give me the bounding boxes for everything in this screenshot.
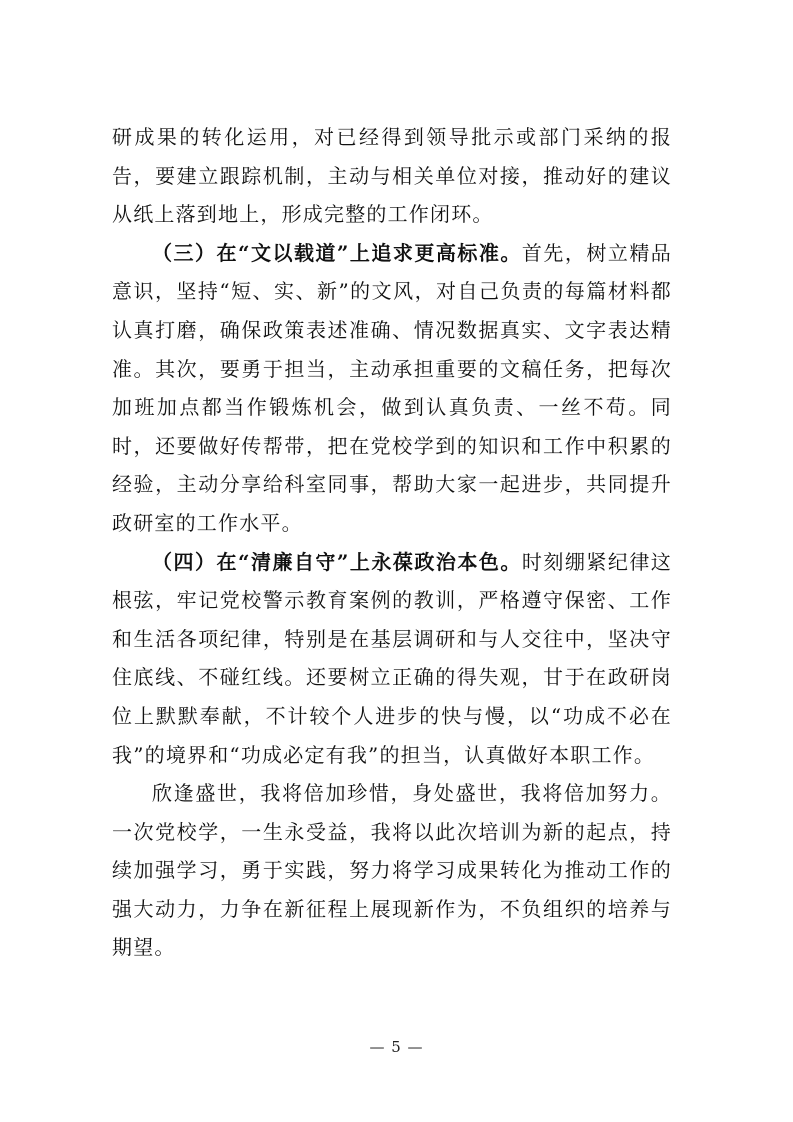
page-number: — 5 — — [369, 1038, 424, 1056]
section-heading: （三）在“文以载道”上追求更高标准。 — [152, 240, 522, 265]
paragraph-text: 首先，树立精品意识，坚持“短、实、新”的文风，对自己负责的每篇材料都认真打磨，确保政策表述准确、情况数据真实、文字表达精准。其次，要勇于担当，主动承担重要的文稿任务，把每次加班加点都当作锻炼机会，做到认真负责、一丝不苟。同时，还要做好传帮带，把在党校学到的知识和工作中积累的经验，主动分享给科室同事，帮助大家一起进步，共同提升政研室的工作水平。 — [112, 240, 673, 535]
paragraph-continuation — [112, 118, 672, 234]
paragraph-text: 研成果的转化运用，对已经得到领导批示或部门采纳的报告，要建立跟踪机制，主动与相关单位对接，推动好的建议从纸上落到地上，形成完整的工作闭环。 — [112, 125, 672, 227]
document-body — [112, 118, 672, 967]
paragraph-conclusion — [112, 774, 672, 967]
paragraph-section-four — [112, 543, 672, 775]
paragraph-text: 欣逢盛世，我将倍加珍惜，身处盛世，我将倍加努力。一次党校学，一生永受益，我将以此次培训为新的起点，持续加强学习，勇于实践，努力将学习成果转化为推动工作的强大动力，力争在新征程上展现新作为，不负组织的培养与期望。 — [112, 781, 672, 960]
paragraph-text: 时刻绷紧纪律这根弦，牢记党校警示教育案例的教训，严格遵守保密、工作和生活各项纪律，特别是在基层调研和与人交往中，坚决守住底线、不碰红线。还要树立正确的得失观，甘于在政研岗位上默默奉献，不计较个人进步的快与慢，以“功成不必在我”的境界和“功成必定有我”的担当，认真做好本职工作。 — [112, 549, 673, 767]
section-heading: （四）在“清廉自守”上永葆政治本色。 — [152, 549, 522, 574]
paragraph-section-three — [112, 234, 672, 543]
